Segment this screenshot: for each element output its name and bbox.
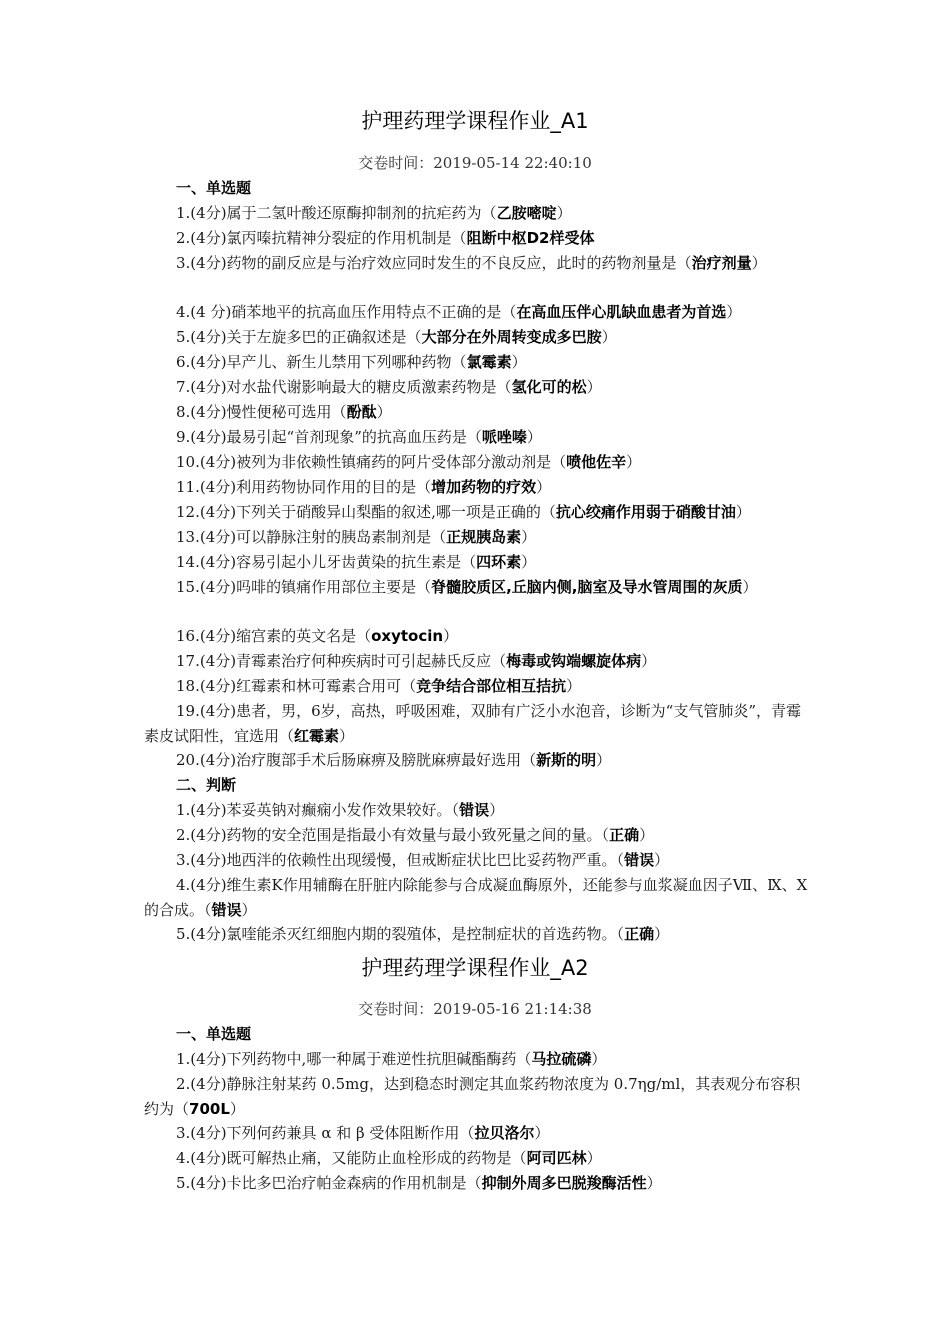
question-close: ） xyxy=(536,478,552,496)
question-close: ） xyxy=(751,254,767,272)
question-close: ） xyxy=(601,328,617,346)
question-close: ） xyxy=(489,801,505,819)
answer: 氢化可的松 xyxy=(511,378,587,396)
question-text: 2.(4分)氯丙嗪抗精神分裂症的作用机制是（ xyxy=(176,229,467,247)
question-close: ） xyxy=(586,378,602,396)
question-close: ） xyxy=(639,826,655,844)
question-text: 9.(4分)最易引起“首剂现象”的抗高血压药是（ xyxy=(176,428,482,446)
question-text: 3.(4分)地西泮的依赖性出现缓慢，但戒断症状比巴比妥药物严重。（ xyxy=(176,851,625,869)
question-close: ） xyxy=(626,453,642,471)
a1-question-15 xyxy=(144,575,812,600)
a1-question-3 xyxy=(144,251,812,276)
question-text: 5.(4分)氯喹能杀灭红细胞内期的裂殖体，是控制症状的首选药物。（ xyxy=(176,925,625,943)
answer: 脊髓胶质区,丘脑内侧,脑室及导水管周围的灰质 xyxy=(431,578,743,596)
question-text: 3.(4分)药物的副反应是与治疗效应同时发生的不良反应，此时的药物剂量是（ xyxy=(176,254,692,272)
answer: 错误 xyxy=(459,801,490,819)
question-text: 15.(4分)吗啡的镇痛作用部位主要是（ xyxy=(176,578,432,596)
answer: 大部分在外周转变成多巴胺 xyxy=(421,328,602,346)
question-close: ） xyxy=(586,1149,602,1167)
a1-question-10 xyxy=(144,450,812,475)
question-text: 7.(4分)对水盐代谢影响最大的糖皮质激素药物是（ xyxy=(176,378,512,396)
question-text: 6.(4分)早产儿、新生儿禁用下列哪种药物（ xyxy=(176,353,467,371)
a2-question-2 xyxy=(144,1072,812,1122)
a1-judge-5 xyxy=(144,922,812,947)
a1-single-choice-heading: 一、单选题 xyxy=(176,179,252,197)
question-close: ） xyxy=(726,303,742,321)
answer: 哌唑嗪 xyxy=(481,428,527,446)
question-close: ） xyxy=(654,851,670,869)
question-text: 19.(4分)患者，男，6岁，高热，呼吸困难，双肺有广泛小水泡音，诊断为“支气管肺炎”，青霉素皮试阳性，宜选用（ xyxy=(144,702,801,745)
a1-question-4 xyxy=(144,300,812,325)
a2-question-3 xyxy=(144,1121,812,1146)
answer: 正规胰岛素 xyxy=(446,528,522,546)
question-text: 4.(4 分)硝苯地平的抗高血压作用特点不正确的是（ xyxy=(176,303,517,321)
a2-single-choice-heading: 一、单选题 xyxy=(176,1025,252,1043)
question-text: 2.(4分)药物的安全范围是指最小有效量与最小致死量之间的量。（ xyxy=(176,826,610,844)
answer: 700L xyxy=(189,1099,230,1118)
answer: 正确 xyxy=(624,925,655,943)
answer: 治疗剂量 xyxy=(691,254,752,272)
answer: 阻断中枢D2样受体 xyxy=(466,229,595,247)
a1-question-2 xyxy=(144,226,812,251)
question-close: ） xyxy=(641,652,657,670)
a2-question-1 xyxy=(144,1047,812,1072)
question-text: 3.(4分)下列何药兼具 α 和 β 受体阻断作用（ xyxy=(176,1124,475,1142)
question-close: ） xyxy=(376,403,392,421)
a1-judge-3 xyxy=(144,848,812,873)
a1-question-5 xyxy=(144,325,812,350)
a1-question-20 xyxy=(144,748,812,773)
question-close: ） xyxy=(735,503,751,521)
question-close: ） xyxy=(596,751,612,769)
question-text: 1.(4分)属于二氢叶酸还原酶抑制剂的抗疟药为（ xyxy=(176,204,497,222)
answer: 在高血压伴心肌缺血患者为首选 xyxy=(516,303,727,321)
a2-question-4 xyxy=(144,1146,812,1171)
answer: 错误 xyxy=(211,900,242,919)
question-close: ） xyxy=(339,726,355,745)
question-text: 11.(4分)利用药物协同作用的目的是（ xyxy=(176,478,432,496)
assignment-a2-submit-time: 交卷时间：2019-05-16 21:14:38 xyxy=(358,1000,592,1018)
a1-question-12 xyxy=(144,500,812,525)
answer: 酚酞 xyxy=(346,403,377,421)
a1-question-6 xyxy=(144,350,812,375)
answer: 错误 xyxy=(624,851,655,869)
question-close: ） xyxy=(742,578,758,596)
question-close: ） xyxy=(591,1050,607,1068)
question-text: 4.(4分)维生素K作用辅酶在肝脏内除能参与合成凝血酶原外，还能参与血浆凝血因子Ⅶ、Ⅸ、Ⅹ的合成。（ xyxy=(144,876,808,919)
question-text: 16.(4分)缩宫素的英文名是（ xyxy=(176,627,372,645)
answer: 竞争结合部位相互拮抗 xyxy=(416,677,567,695)
a2-question-5 xyxy=(144,1171,812,1196)
question-text: 2.(4分)静脉注射某药 0.5mg，达到稳态时测定其血浆药物浓度为 0.7ηg/ml，其表观分布容积约为（ xyxy=(144,1075,801,1118)
question-close: ） xyxy=(521,528,537,546)
question-close: ） xyxy=(511,353,527,371)
assignment-a2-title: 护理药理学课程作业_A2 xyxy=(361,956,589,980)
a1-question-1 xyxy=(144,201,812,226)
answer: 阿司匹林 xyxy=(526,1149,587,1167)
question-close: ） xyxy=(556,204,572,222)
answer: 喷他佐辛 xyxy=(566,453,627,471)
answer: 正确 xyxy=(609,826,640,844)
answer: 氯霉素 xyxy=(466,353,512,371)
question-text: 5.(4分)卡比多巴治疗帕金森病的作用机制是（ xyxy=(176,1174,482,1192)
question-close: ） xyxy=(241,900,257,919)
answer: 梅毒或钩端螺旋体病 xyxy=(506,652,642,670)
answer: 红霉素 xyxy=(294,726,340,745)
question-text: 18.(4分)红霉素和林可霉素合用可（ xyxy=(176,677,417,695)
assignment-a1-title: 护理药理学课程作业_A1 xyxy=(361,109,589,133)
question-text: 13.(4分)可以静脉注射的胰岛素制剂是（ xyxy=(176,528,447,546)
answer: 四环素 xyxy=(476,553,522,571)
a1-question-9 xyxy=(144,425,812,450)
question-text: 17.(4分)青霉素治疗何种疾病时可引起赫氏反应（ xyxy=(176,652,507,670)
question-text: 8.(4分)慢性便秘可选用（ xyxy=(176,403,347,421)
a1-question-8 xyxy=(144,400,812,425)
question-text: 1.(4分)下列药物中,哪一种属于难逆性抗胆碱酯酶药（ xyxy=(176,1050,532,1068)
answer: 新斯的明 xyxy=(536,751,597,769)
a1-question-14 xyxy=(144,550,812,575)
answer: 抑制外周多巴脱羧酶活性 xyxy=(481,1174,647,1192)
question-text: 10.(4分)被列为非依赖性镇痛药的阿片受体部分激动剂是（ xyxy=(176,453,567,471)
a1-judge-4 xyxy=(144,873,812,923)
question-text: 20.(4分)治疗腹部手术后肠麻痹及膀胱麻痹最好选用（ xyxy=(176,751,537,769)
question-text: 5.(4分)关于左旋多巴的正确叙述是（ xyxy=(176,328,422,346)
assignment-a1-submit-time: 交卷时间：2019-05-14 22:40:10 xyxy=(358,154,592,172)
question-close: ） xyxy=(534,1124,550,1142)
a1-question-19 xyxy=(144,699,812,749)
answer: 马拉硫磷 xyxy=(531,1050,592,1068)
answer: 拉贝洛尔 xyxy=(474,1124,535,1142)
a1-question-18 xyxy=(144,674,812,699)
question-close: ） xyxy=(521,553,537,571)
a1-question-17 xyxy=(144,649,812,674)
question-close: ） xyxy=(566,677,582,695)
question-close: ） xyxy=(229,1099,245,1118)
question-close: ） xyxy=(443,627,459,645)
question-text: 1.(4分)苯妥英钠对癫痫小发作效果较好。（ xyxy=(176,801,460,819)
answer: 增加药物的疗效 xyxy=(431,478,537,496)
answer: 乙胺嘧啶 xyxy=(496,204,557,222)
a1-judge-heading: 二、判断 xyxy=(176,776,237,794)
answer: oxytocin xyxy=(371,627,444,645)
a1-judge-1 xyxy=(144,798,812,823)
a1-judge-2 xyxy=(144,823,812,848)
question-close: ） xyxy=(654,925,670,943)
question-close: ） xyxy=(526,428,542,446)
answer: 抗心绞痛作用弱于硝酸甘油 xyxy=(555,503,736,521)
question-close: ） xyxy=(646,1174,662,1192)
a1-question-16 xyxy=(144,624,812,649)
a1-question-13 xyxy=(144,525,812,550)
question-text: 4.(4分)既可解热止痛，又能防止血栓形成的药物是（ xyxy=(176,1149,527,1167)
a1-question-11 xyxy=(144,475,812,500)
question-text: 14.(4分)容易引起小儿牙齿黄染的抗生素是（ xyxy=(176,553,477,571)
question-text: 12.(4分)下列关于硝酸异山梨酯的叙述,哪一项是正确的（ xyxy=(176,503,556,521)
a1-question-7 xyxy=(144,375,812,400)
